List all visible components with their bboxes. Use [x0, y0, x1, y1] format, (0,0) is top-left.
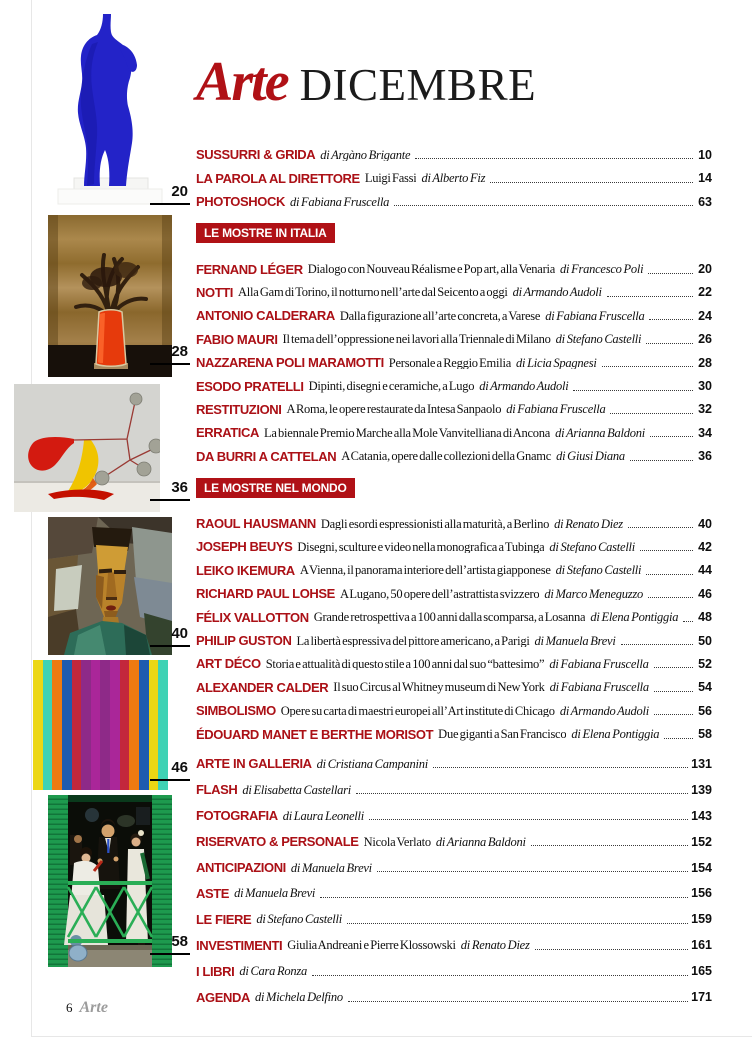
- entry-title: LA PAROLA AL DIRETTORE: [196, 170, 360, 185]
- dotted-leader: [646, 343, 693, 344]
- calder-mobile-sculpture-image: [14, 384, 160, 512]
- dotted-leader: [683, 621, 693, 622]
- toc-entry: [196, 822, 712, 848]
- entry-title: FÉLIX VALLOTTON: [196, 609, 309, 624]
- toc-entry: [196, 745, 712, 771]
- entry-page-number: 161: [691, 938, 712, 952]
- dotted-leader: [531, 845, 688, 846]
- entry-author: di Armando Audoli: [559, 703, 649, 718]
- entry-title: ANTICIPAZIONI: [196, 860, 286, 875]
- entry-author: di Fabiana Fruscella: [549, 680, 649, 694]
- entry-page-number: 56: [698, 703, 712, 718]
- entry-description: Storia e attualità di questo stile a 100 anni dal suo “battesimo”: [265, 657, 545, 671]
- entry-page-number: 14: [698, 171, 712, 185]
- entry-description: Dagli esordi espressionisti alla maturità, a Berlino: [320, 517, 550, 531]
- color-stripe: [129, 660, 139, 790]
- dotted-leader: [648, 597, 693, 598]
- entry-description: A Catania, opere dalle collezioni della Gnamc: [341, 450, 552, 463]
- entry-page-number: 40: [698, 516, 712, 531]
- entry-author: di Renato Diez: [554, 516, 623, 531]
- entry-author: di Armando Audoli: [512, 285, 602, 299]
- footer-logo: Arte: [79, 999, 108, 1016]
- entry-description: La libertà espressiva del pittore americano, a Parigi: [296, 634, 530, 648]
- entry-title: INVESTIMENTI: [196, 937, 283, 952]
- toc-entry: [196, 416, 712, 439]
- entry-page-number: 44: [698, 563, 712, 577]
- entry-title: RISERVATO & PERSONALE: [196, 834, 359, 849]
- entry-author: di Armando Audoli: [479, 379, 569, 393]
- dotted-leader: [356, 793, 688, 794]
- color-stripes-painting-image: [33, 660, 168, 790]
- entry-description: La biennale Premio Marche alla Mole Vanvitelliana di Ancona: [264, 426, 551, 440]
- dotted-leader: [535, 949, 689, 950]
- image-page-ref-28: 28: [150, 344, 190, 365]
- dotted-leader: [573, 390, 693, 391]
- dotted-leader: [648, 273, 693, 274]
- dotted-leader: [654, 691, 693, 692]
- entry-title: NOTTI: [196, 284, 233, 299]
- image-page-ref-40: 40: [150, 626, 190, 647]
- entry-page-number: 156: [691, 886, 712, 900]
- dotted-leader: [602, 366, 693, 367]
- entry-description: A Roma, le opere restaurate da Intesa Sanpaolo: [286, 403, 502, 416]
- entry-title: SIMBOLISMO: [196, 703, 276, 718]
- color-stripe: [62, 660, 72, 790]
- toc-section: [196, 138, 712, 208]
- entry-title: SUSSURRI & GRIDA: [196, 147, 316, 162]
- entry-author: di Arianna Baldoni: [555, 425, 645, 440]
- entry-page-number: 46: [698, 586, 712, 601]
- entry-page-number: 32: [698, 402, 712, 416]
- entry-author: di Manuela Brevi: [534, 633, 616, 648]
- entry-author: di Stefano Castelli: [256, 912, 342, 926]
- entry-description: Giulia Andreani e Pierre Klossowski: [287, 939, 456, 952]
- dotted-leader: [646, 574, 693, 575]
- image-page-ref-46: 46: [150, 760, 190, 781]
- dotted-leader: [628, 527, 693, 528]
- dotted-leader: [312, 975, 688, 976]
- dotted-leader: [650, 436, 693, 437]
- entry-author: di Manuela Brevi: [290, 860, 372, 875]
- entry-page-number: 165: [691, 964, 712, 978]
- entry-page-number: 10: [698, 147, 712, 162]
- entry-author: di Laura Leonelli: [282, 808, 364, 823]
- dotted-leader: [369, 819, 688, 820]
- entry-page-number: 34: [698, 425, 712, 440]
- toc-entry: [196, 369, 712, 392]
- entry-author: di Renato Diez: [460, 938, 530, 952]
- entry-page-number: 154: [691, 860, 712, 875]
- entry-description: Personale a Reggio Emilia: [388, 356, 511, 370]
- color-stripe: [91, 660, 101, 790]
- dotted-leader: [347, 923, 688, 924]
- entry-title: FABIO MAURI: [196, 331, 278, 346]
- entry-author: di Cristiana Campanini: [316, 756, 428, 771]
- entry-author: di Stefano Castelli: [555, 332, 642, 346]
- color-stripe: [110, 660, 120, 790]
- entry-page-number: 58: [698, 727, 712, 741]
- toc-entry: [196, 553, 712, 576]
- page-footer: [66, 1000, 108, 1016]
- toc-entry: [196, 138, 712, 161]
- entry-author: di Argàno Brigante: [320, 147, 411, 162]
- entry-author: di Fabiana Fruscella: [549, 656, 649, 671]
- entry-title: ART DÉCO: [196, 656, 261, 671]
- toc-section: [196, 745, 712, 1004]
- entry-title: ALEXANDER CALDER: [196, 679, 329, 694]
- issue-name: DICEMBRE: [299, 60, 537, 110]
- entry-title: RICHARD PAUL LOHSE: [196, 586, 335, 601]
- entry-title: ERRATICA: [196, 425, 259, 440]
- entry-page-number: 139: [691, 782, 712, 797]
- entry-description: Nicola Verlato: [363, 835, 431, 849]
- toc-entry: [196, 439, 712, 462]
- toc-entry: [196, 978, 712, 1004]
- entry-page-number: 52: [698, 656, 712, 671]
- entry-title: NAZZARENA POLI MARAMOTTI: [196, 355, 384, 370]
- dotted-leader: [607, 296, 693, 297]
- toc-entry: [196, 161, 712, 184]
- toc-entry: [196, 900, 712, 926]
- dotted-leader: [621, 644, 693, 645]
- entry-title: ÉDOUARD MANET E BERTHE MORISOT: [196, 726, 434, 741]
- table-of-contents: [196, 0, 712, 1004]
- entry-author: di Elisabetta Castellari: [242, 782, 352, 797]
- entry-page-number: 171: [691, 990, 712, 1004]
- entry-page-number: 24: [698, 308, 712, 323]
- toc-entry: [196, 717, 712, 740]
- toc-entry: [196, 926, 712, 952]
- entry-title: DA BURRI A CATTELAN: [196, 448, 337, 463]
- color-stripe: [33, 660, 43, 790]
- entry-page-number: 159: [691, 912, 712, 926]
- color-stripe: [120, 660, 130, 790]
- entry-author: di Stefano Castelli: [549, 539, 635, 554]
- entry-page-number: 152: [691, 834, 712, 849]
- entry-title: FLASH: [196, 782, 238, 797]
- entry-title: FERNAND LÉGER: [196, 261, 303, 276]
- entry-author: di Fabiana Fruscella: [545, 308, 645, 323]
- toc-entry: [196, 276, 712, 299]
- entry-page-number: 42: [698, 539, 712, 554]
- dotted-leader: [630, 460, 693, 461]
- toc-entry: [196, 252, 712, 275]
- dotted-leader: [433, 767, 688, 768]
- dotted-leader: [649, 319, 693, 320]
- entry-title: RESTITUZIONI: [196, 401, 282, 416]
- entry-author: di Fabiana Fruscella: [289, 194, 390, 209]
- toc-entry: [196, 670, 712, 693]
- entry-author: di Stefano Castelli: [555, 563, 642, 577]
- entry-title: LEIKO IKEMURA: [196, 562, 295, 577]
- toc-entry: [196, 647, 712, 670]
- dotted-leader: [654, 714, 693, 715]
- entry-description: Luigi Fassi: [364, 172, 417, 185]
- entry-description: Dialogo con Nouveau Réalisme e Pop art, alla Venaria: [307, 263, 556, 276]
- entry-author: di Giusi Diana: [556, 449, 625, 463]
- entry-page-number: 143: [691, 808, 712, 823]
- page-edge-bottom: [31, 1036, 752, 1037]
- entry-description: Il suo Circus al Whitney museum di New York: [333, 681, 545, 694]
- entry-page-number: 30: [698, 379, 712, 393]
- entry-page-number: 20: [698, 262, 712, 276]
- entry-title: RAOUL HAUSMANN: [196, 516, 316, 531]
- dotted-leader: [348, 1001, 688, 1002]
- entry-author: di Arianna Baldoni: [435, 834, 526, 849]
- toc-entry: [196, 796, 712, 822]
- entry-title: LE FIERE: [196, 911, 252, 926]
- magazine-logo: Arte: [196, 51, 288, 113]
- entry-author: di Fabiana Fruscella: [506, 402, 606, 416]
- toc-entry: [196, 530, 712, 553]
- entry-author: di Licia Spagnesi: [516, 355, 597, 370]
- blue-venus-sculpture-image: [54, 12, 166, 210]
- dotted-leader: [377, 871, 688, 872]
- toc-entry: [196, 507, 712, 530]
- entry-author: di Francesco Poli: [560, 262, 644, 276]
- toc-entry: [196, 874, 712, 900]
- dotted-leader: [490, 182, 693, 183]
- dotted-leader: [394, 205, 693, 206]
- dotted-leader: [654, 667, 693, 668]
- entry-description: A Vienna, il panorama interiore dell’artista giapponese: [299, 564, 551, 577]
- entry-page-number: 63: [698, 194, 712, 209]
- image-page-ref-36: 36: [150, 480, 190, 501]
- entry-author: di Michela Delfino: [254, 990, 343, 1004]
- color-stripe: [72, 660, 82, 790]
- entry-page-number: 36: [698, 449, 712, 463]
- toc-entry: [196, 322, 712, 345]
- color-stripe: [43, 660, 53, 790]
- entry-description: Due giganti a San Francisco: [438, 728, 567, 741]
- entry-description: Grande retrospettiva a 100 anni dalla scomparsa, a Losanna: [313, 611, 586, 624]
- toc-entry: [196, 393, 712, 416]
- toc-section: [196, 507, 712, 741]
- dotted-leader: [640, 550, 693, 551]
- entry-title: I LIBRI: [196, 963, 235, 978]
- page-edge-left: [31, 0, 32, 1037]
- dotted-leader: [415, 158, 693, 159]
- dotted-leader: [320, 897, 688, 898]
- color-stripe: [139, 660, 149, 790]
- entry-description: Disegni, sculture e video nella monografica a Tubinga: [297, 540, 545, 554]
- toc-entry: [196, 346, 712, 369]
- entry-description: Il tema dell’oppressione nei lavori alla Triennale di Milano: [282, 333, 551, 346]
- entry-author: di Alberto Fiz: [421, 171, 486, 185]
- color-stripe: [81, 660, 91, 790]
- entry-title: ASTE: [196, 885, 230, 900]
- toc-entry: [196, 299, 712, 322]
- toc-section: [196, 252, 712, 463]
- color-stripe: [52, 660, 62, 790]
- image-page-ref-20: 20: [150, 184, 190, 205]
- entry-page-number: 26: [698, 332, 712, 346]
- entry-title: ESODO PRATELLI: [196, 378, 304, 393]
- entry-description: A Lugano, 50 opere dell’astrattista svizzero: [339, 587, 540, 601]
- toc-entry: [196, 952, 712, 978]
- entry-title: JOSEPH BEUYS: [196, 539, 293, 554]
- entry-author: di Elena Pontiggia: [571, 727, 660, 741]
- entry-description: Dalla figurazione all’arte concreta, a Varese: [339, 309, 541, 323]
- entry-description: Dipinti, disegni e ceramiche, a Lugo: [308, 380, 475, 393]
- entry-title: ANTONIO CALDERARA: [196, 308, 335, 323]
- entry-title: PHOTOSHOCK: [196, 194, 285, 209]
- toc-entry: [196, 577, 712, 600]
- entry-page-number: 48: [698, 610, 712, 624]
- dotted-leader: [610, 413, 693, 414]
- entry-author: di Manuela Brevi: [234, 886, 316, 900]
- entry-title: ARTE IN GALLERIA: [196, 756, 312, 771]
- entry-author: di Elena Pontiggia: [590, 610, 679, 624]
- entry-title: AGENDA: [196, 989, 250, 1004]
- entry-page-number: 131: [691, 756, 712, 771]
- entry-description: Opere su carta di maestri europei all’Art institute di Chicago: [280, 704, 555, 718]
- section-header-badge: LE MOSTRE IN ITALIA: [196, 223, 335, 243]
- folio-page-number: 6: [66, 1000, 73, 1015]
- dotted-leader: [664, 738, 693, 739]
- entry-author: di Marco Meneguzzo: [544, 586, 643, 601]
- entry-author: di Cara Ronza: [239, 964, 308, 978]
- toc-entry: [196, 770, 712, 796]
- section-header-badge: LE MOSTRE NEL MONDO: [196, 478, 355, 498]
- toc-entry: [196, 600, 712, 623]
- entry-page-number: 22: [698, 285, 712, 299]
- toc-entry: [196, 185, 712, 208]
- entry-page-number: 50: [698, 633, 712, 648]
- image-page-ref-58: 58: [150, 934, 190, 955]
- toc-entry: [196, 624, 712, 647]
- entry-description: Alla Gam di Torino, il notturno nell’arte dal Seicento a oggi: [238, 286, 508, 299]
- toc-entry: [196, 694, 712, 717]
- masthead: [196, 51, 712, 113]
- entry-page-number: 54: [698, 680, 712, 694]
- toc-entry: [196, 848, 712, 874]
- entry-title: PHILIP GUSTON: [196, 633, 292, 648]
- color-stripe: [100, 660, 110, 790]
- entry-page-number: 28: [698, 355, 712, 370]
- entry-title: FOTOGRAFIA: [196, 808, 278, 823]
